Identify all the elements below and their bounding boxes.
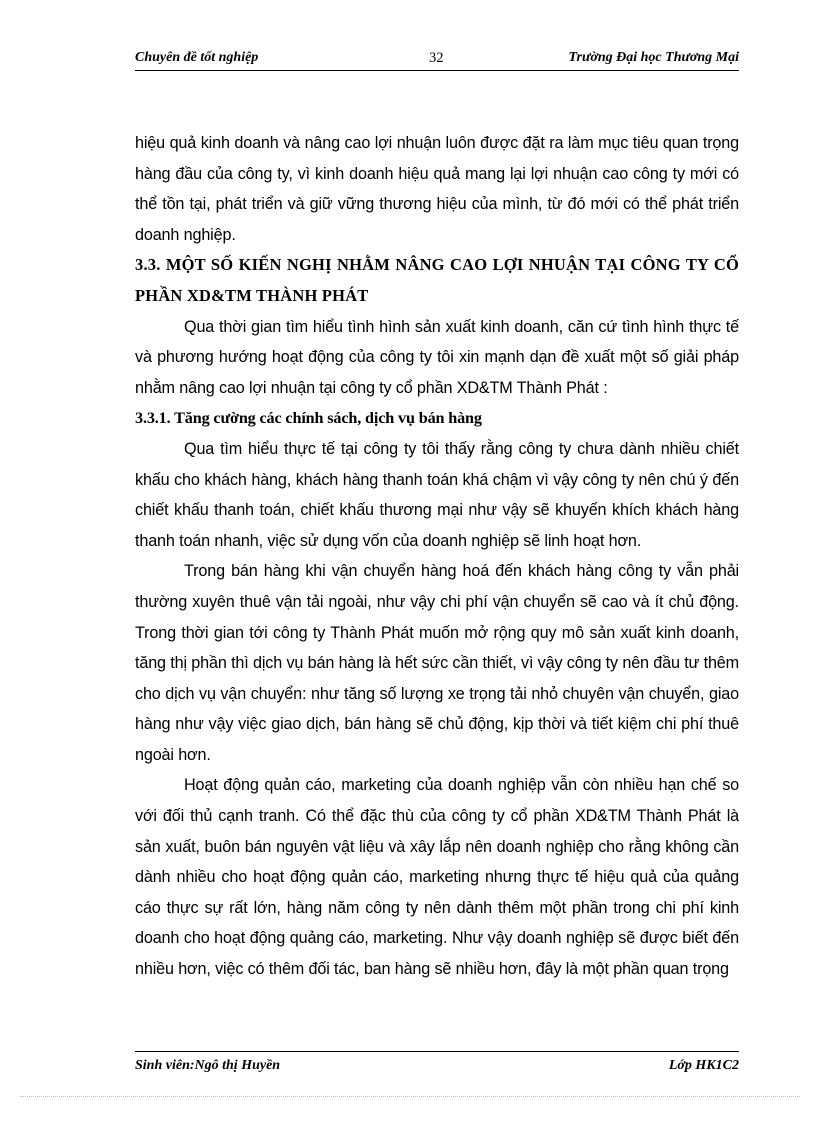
section-heading-3-3: 3.3. MỘT SỐ KIẾN NGHỊ NHẰM NÂNG CAO LỢI NHUẬN TẠI CÔNG TY CỔ PHẦN XD&TM THÀNH PHÁT [135, 255, 739, 305]
page-header [135, 50, 739, 71]
footer-student-name: Sinh viên:Ngô thị Huyền [135, 1058, 281, 1073]
paragraph-discounts: Qua tìm hiểu thực tế tại công ty tôi thấy rằng công ty chưa dành nhiều chiết khấu cho khách hàng, khách hàng thanh toán khá chậm vì vậy công ty nên chú ý đến chiết khấu thanh toán, chiết khấu thương mại như vậy sẽ khuyến khích khách hàng thanh toán nhanh, việc sử dụng vốn của doanh nghiệp sẽ linh hoạt hơn. [135, 439, 739, 550]
paragraph-transport: Trong bán hàng khi vận chuyển hàng hoá đến khách hàng công ty vẫn phải thường xuyên thuê vận tải ngoài, như vậy chi phí vận chuyển sẽ cao và ít chủ động. Trong thời gian tới công ty Thành Phát muốn mở rộng quy mô sản xuất kinh doanh, tăng thị phần thì dịch vụ bán hàng là hết sức cần thiết, vì vậy công ty nên đầu tư thêm cho dịch vụ vận chuyển: như tăng số lượng xe trọng tải nhỏ chuyên vận chuyển, giao hàng như vậy việc giao dịch, bán hàng sẽ chủ động, kịp thời và tiết kiệm chi phí thuê ngoài hơn. [135, 562, 739, 764]
footer-class: Lớp HK1C2 [668, 1058, 739, 1073]
paragraph-marketing: Hoạt động quản cáo, marketing của doanh nghiệp vẫn còn nhiều hạn chế so với đối thủ cạnh tranh. Có thể đặc thù của công ty cổ phần XD&TM Thành Phát là sản xuất, buôn bán nguyên vật liệu và xây lắp nên doanh nghiệp cho rằng không cần dành nhiều cho hoạt động quản cáo, marketing nhưng thực tế hiệu quả của quảng cáo thực sự rất lớn, hàng năm công ty nên dành thêm một phần trong chi phí kinh doanh cho hoạt động quảng cáo, marketing. Như vậy doanh nghiệp sẽ được biết đến nhiều hơn, việc có thêm đối tác, ban hàng sẽ nhiều hơn, đây là một phần quan trọng [135, 776, 739, 979]
page-body [135, 128, 739, 985]
subsection-heading-3-3-1: 3.3.1. Tăng cường các chính sách, dịch vụ bán hàng [135, 409, 482, 428]
page-bottom-edge [20, 1096, 800, 1097]
paragraph-intro: Qua thời gian tìm hiểu tình hình sản xuất kinh doanh, căn cứ tình hình thực tế và phương hướng hoạt động của công ty tôi xin mạnh dạn đề xuất một số giải pháp nhằm nâng cao lợi nhuận tại công ty cổ phần XD&TM Thành Phát : [135, 317, 739, 397]
header-page-number: 32 [429, 50, 444, 66]
header-university: Trường Đại học Thương Mại [568, 50, 739, 65]
page-footer [135, 1051, 739, 1076]
paragraph-continuation: hiệu quả kinh doanh và nâng cao lợi nhuận luôn được đặt ra làm mục tiêu quan trọng hàng đầu của công ty, vì kinh doanh hiệu quả mang lại lợi nhuận cao công ty mới có thể tồn tại, phát triển và giữ vững thương hiệu của mình, từ đó mới có thể phát triển doanh nghiệp. [135, 134, 739, 244]
header-document-title: Chuyên đề tốt nghiệp [135, 50, 259, 65]
